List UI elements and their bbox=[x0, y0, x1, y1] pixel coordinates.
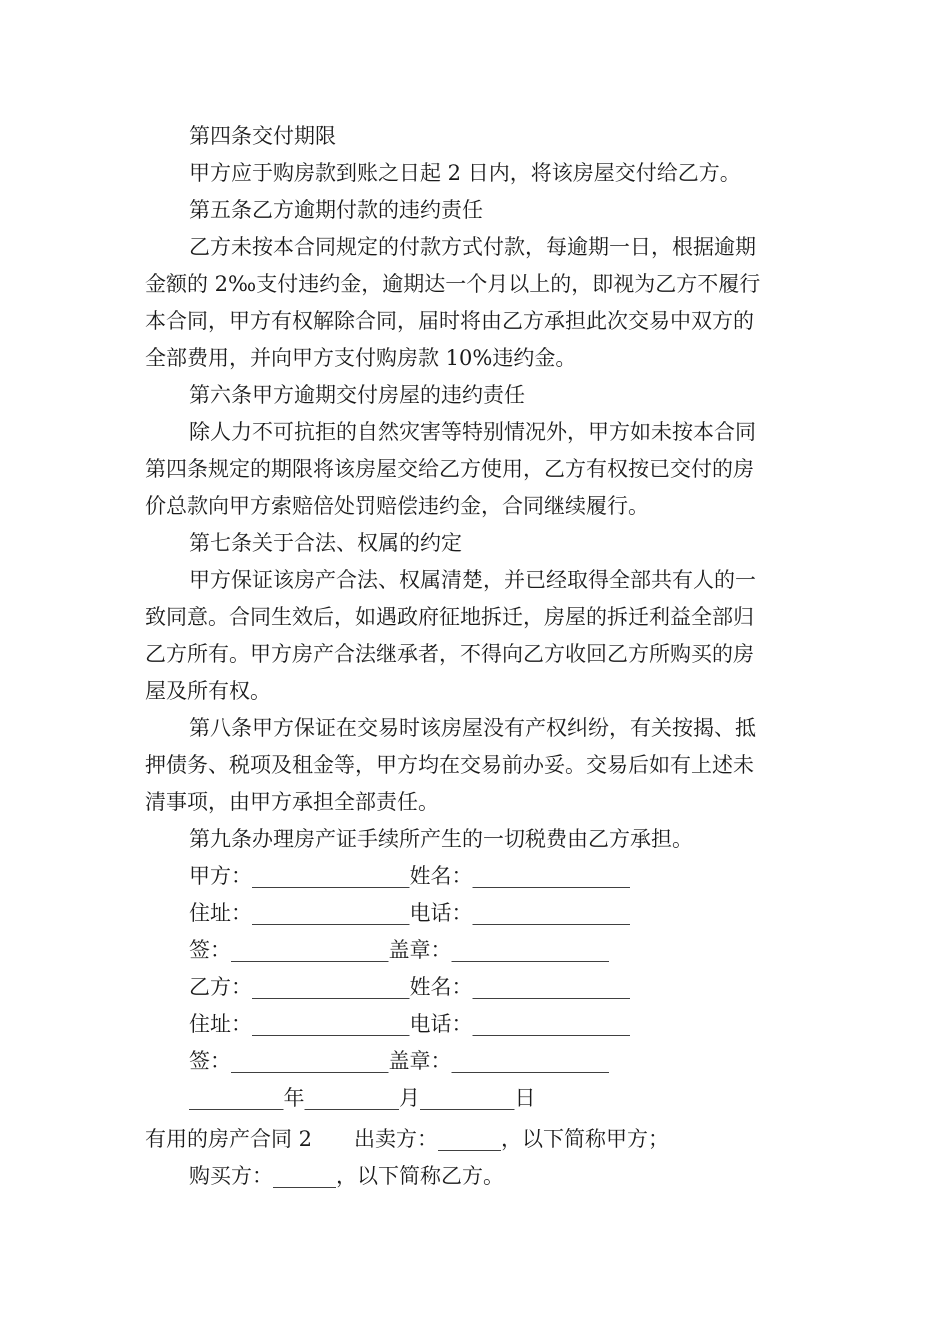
article-6-text-line: 第四条规定的期限将该房屋交给乙方使用，乙方有权按已交付的房 bbox=[145, 457, 754, 481]
article-8-text-line: 第八条甲方保证在交易时该房屋没有产权纠纷，有关按揭、抵 bbox=[189, 716, 756, 740]
date-line: _________年_________月_________日 bbox=[189, 1086, 536, 1110]
party-b-sign-line: 签：_______________盖章：_______________ bbox=[189, 1049, 609, 1073]
second-contract-intro bbox=[145, 1121, 807, 1195]
article-6-text-line: 价总款向甲方索赔倍处罚赔偿违约金，合同继续履行。 bbox=[145, 494, 649, 518]
party-a-address-line: 住址：_______________电话：_______________ bbox=[189, 901, 630, 925]
article-8-text-line: 清事项，由甲方承担全部责任。 bbox=[145, 790, 439, 814]
article-6-text-line: 除人力不可抗拒的自然灾害等特别情况外，甲方如未按本合同 bbox=[189, 420, 756, 444]
party-b-name-line: 乙方：_______________姓名：_______________ bbox=[189, 975, 630, 999]
signature-block bbox=[145, 858, 807, 1117]
article-5-text-line: 金额的 2‰支付违约金，逾期达一个月以上的，即视为乙方不履行 bbox=[145, 272, 761, 296]
contract-body bbox=[145, 118, 807, 858]
party-b-address-line: 住址：_______________电话：_______________ bbox=[189, 1012, 630, 1036]
article-7-text-line: 乙方所有。甲方房产合法继承者，不得向乙方收回乙方所购买的房 bbox=[145, 642, 754, 666]
article-5-text-line: 全部费用，并向甲方支付购房款 10%违约金。 bbox=[145, 346, 577, 370]
party-a-name-line: 甲方：_______________姓名：_______________ bbox=[189, 864, 630, 888]
document-page bbox=[145, 118, 807, 1195]
article-7-text-line: 致同意。合同生效后，如遇政府征地拆迁，房屋的拆迁利益全部归 bbox=[145, 605, 754, 629]
article-7-text-line: 甲方保证该房产合法、权属清楚，并已经取得全部共有人的一 bbox=[189, 568, 756, 592]
party-a-sign-line: 签：_______________盖章：_______________ bbox=[189, 938, 609, 962]
article-5-text-line: 乙方未按本合同规定的付款方式付款，每逾期一日，根据逾期 bbox=[189, 235, 756, 259]
article-4-heading: 第四条交付期限 bbox=[189, 124, 336, 148]
article-7-text-line: 屋及所有权。 bbox=[145, 679, 271, 703]
article-5-heading: 第五条乙方逾期付款的违约责任 bbox=[189, 198, 483, 222]
article-5-text-line: 本合同，甲方有权解除合同，届时将由乙方承担此次交易中双方的 bbox=[145, 309, 754, 333]
article-8-text-line: 押债务、税项及租金等，甲方均在交易前办妥。交易后如有上述未 bbox=[145, 753, 754, 777]
article-6-heading: 第六条甲方逾期交付房屋的违约责任 bbox=[189, 383, 525, 407]
seller-line: 有用的房产合同 2 出卖方：______，以下简称甲方； bbox=[145, 1127, 670, 1151]
article-7-heading: 第七条关于合法、权属的约定 bbox=[189, 531, 462, 555]
buyer-line: 购买方：______，以下简称乙方。 bbox=[189, 1164, 504, 1188]
article-4-text: 甲方应于购房款到账之日起 2 日内，将该房屋交付给乙方。 bbox=[189, 161, 741, 185]
article-9-text: 第九条办理房产证手续所产生的一切税费由乙方承担。 bbox=[189, 827, 693, 851]
